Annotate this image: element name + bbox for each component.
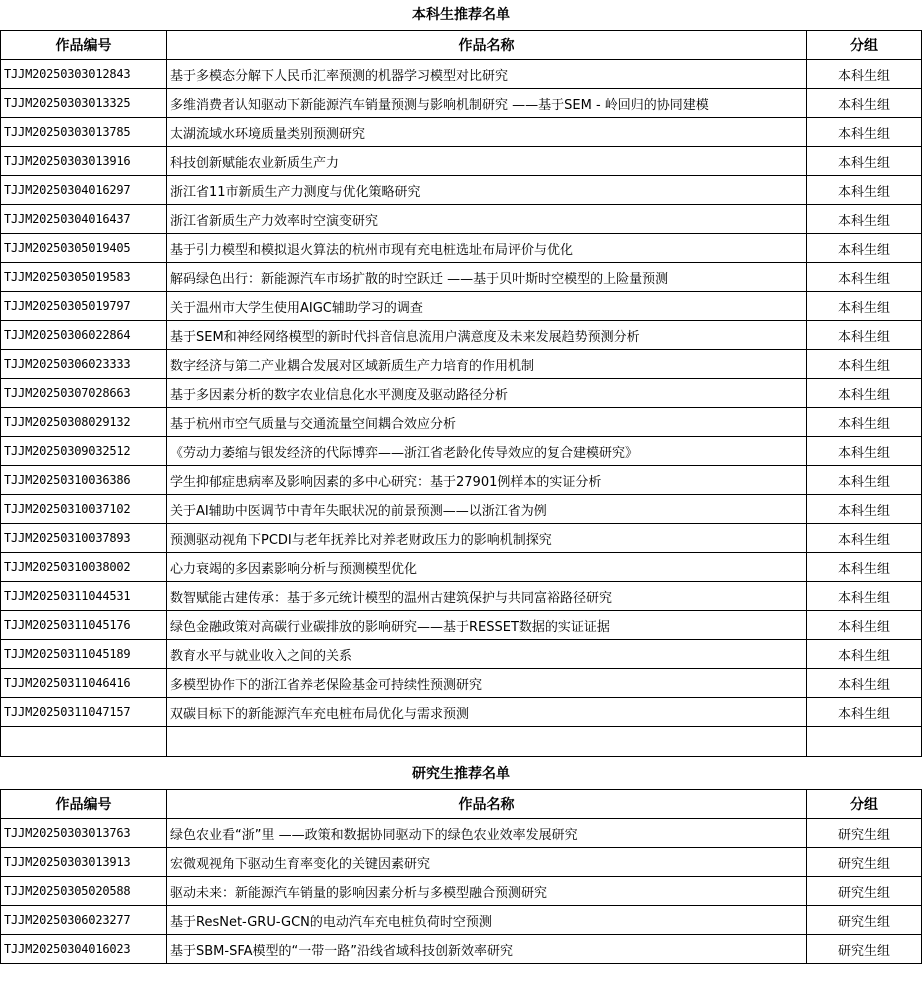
- entry-group-cell[interactable]: 本科生组: [807, 350, 922, 379]
- entry-group-cell[interactable]: 本科生组: [807, 582, 922, 611]
- entry-name-cell[interactable]: 科技创新赋能农业新质生产力: [167, 147, 807, 176]
- entry-id-cell[interactable]: TJJM20250310036386: [1, 466, 167, 495]
- entry-name-cell[interactable]: 浙江省11市新质生产力测度与优化策略研究: [167, 176, 807, 205]
- entry-name-cell[interactable]: 解码绿色出行：新能源汽车市场扩散的时空跃迁 ——基于贝叶斯时空模型的上险量预测: [167, 263, 807, 292]
- empty-row: [1, 727, 922, 757]
- entry-name-cell[interactable]: 基于SBM-SFA模型的“一带一路”沿线省域科技创新效率研究: [167, 935, 807, 964]
- table-row: [1, 205, 922, 234]
- undergrad-header-row: [1, 31, 922, 60]
- entry-group-cell[interactable]: 本科生组: [807, 263, 922, 292]
- entry-group-cell[interactable]: 研究生组: [807, 906, 922, 935]
- undergrad-table: [0, 30, 922, 757]
- header-id: 作品编号: [1, 790, 167, 819]
- entry-id-cell[interactable]: TJJM20250305019583: [1, 263, 167, 292]
- table-row: [1, 848, 922, 877]
- table-row: [1, 263, 922, 292]
- entry-group-cell[interactable]: 本科生组: [807, 147, 922, 176]
- entry-id-cell[interactable]: TJJM20250310037893: [1, 524, 167, 553]
- entry-id-cell[interactable]: TJJM20250305020588: [1, 877, 167, 906]
- entry-group-cell[interactable]: 本科生组: [807, 321, 922, 350]
- entry-id-cell[interactable]: TJJM20250305019405: [1, 234, 167, 263]
- entry-group-cell[interactable]: 本科生组: [807, 640, 922, 669]
- entry-name-cell[interactable]: 太湖流域水环境质量类别预测研究: [167, 118, 807, 147]
- entry-id-cell[interactable]: TJJM20250310037102: [1, 495, 167, 524]
- entry-group-cell[interactable]: 本科生组: [807, 176, 922, 205]
- entry-name-cell[interactable]: 宏微观视角下驱动生育率变化的关键因素研究: [167, 848, 807, 877]
- entry-name-cell[interactable]: 绿色农业看“浙”里 ——政策和数据协同驱动下的绿色农业效率发展研究: [167, 819, 807, 848]
- table-row: [1, 495, 922, 524]
- entry-id-cell[interactable]: TJJM20250308029132: [1, 408, 167, 437]
- graduate-rows: [1, 819, 922, 964]
- entry-id-cell[interactable]: TJJM20250304016023: [1, 935, 167, 964]
- entry-id-cell[interactable]: TJJM20250303013763: [1, 819, 167, 848]
- graduate-header-row: [1, 790, 922, 819]
- empty-cell[interactable]: [1, 727, 167, 757]
- entry-name-cell[interactable]: 多维消费者认知驱动下新能源汽车销量预测与影响机制研究 ——基于SEM - 岭回归的协同建模: [167, 89, 807, 118]
- entry-name-cell[interactable]: 关于温州市大学生使用AIGC辅助学习的调查: [167, 292, 807, 321]
- table-row: [1, 437, 922, 466]
- entry-name-cell[interactable]: 心力衰竭的多因素影响分析与预测模型优化: [167, 553, 807, 582]
- entry-id-cell[interactable]: TJJM20250304016297: [1, 176, 167, 205]
- entry-id-cell[interactable]: TJJM20250306023277: [1, 906, 167, 935]
- entry-name-cell[interactable]: 预测驱动视角下PCDI与老年抚养比对养老财政压力的影响机制探究: [167, 524, 807, 553]
- table-row: [1, 611, 922, 640]
- entry-id-cell[interactable]: TJJM20250310038002: [1, 553, 167, 582]
- entry-group-cell[interactable]: 本科生组: [807, 234, 922, 263]
- entry-group-cell[interactable]: 本科生组: [807, 437, 922, 466]
- entry-name-cell[interactable]: 基于多模态分解下人民币汇率预测的机器学习模型对比研究: [167, 60, 807, 89]
- table-row: [1, 877, 922, 906]
- table-row: [1, 292, 922, 321]
- entry-group-cell[interactable]: 本科生组: [807, 292, 922, 321]
- entry-name-cell[interactable]: 学生抑郁症患病率及影响因素的多中心研究：基于27901例样本的实证分析: [167, 466, 807, 495]
- entry-name-cell[interactable]: 基于SEM和神经网络模型的新时代抖音信息流用户满意度及未来发展趋势预测分析: [167, 321, 807, 350]
- graduate-table: [0, 789, 922, 964]
- entry-group-cell[interactable]: 本科生组: [807, 524, 922, 553]
- table-row: [1, 234, 922, 263]
- entry-name-cell[interactable]: 《劳动力萎缩与银发经济的代际博弈——浙江省老龄化传导效应的复合建模研究》: [167, 437, 807, 466]
- entry-group-cell[interactable]: 本科生组: [807, 495, 922, 524]
- table-row: [1, 350, 922, 379]
- graduate-title: 研究生推荐名单: [412, 766, 510, 782]
- table-row: [1, 698, 922, 727]
- table-row: [1, 118, 922, 147]
- entry-group-cell[interactable]: 本科生组: [807, 466, 922, 495]
- table-row: [1, 321, 922, 350]
- entry-group-cell[interactable]: 本科生组: [807, 379, 922, 408]
- table-row: [1, 582, 922, 611]
- entry-id-cell[interactable]: TJJM20250311045189: [1, 640, 167, 669]
- undergrad-title: 本科生推荐名单: [412, 7, 510, 23]
- entry-name-cell[interactable]: 浙江省新质生产力效率时空演变研究: [167, 205, 807, 234]
- table-row: [1, 935, 922, 964]
- entry-id-cell[interactable]: TJJM20250311046416: [1, 669, 167, 698]
- header-name: 作品名称: [167, 31, 807, 60]
- entry-group-cell[interactable]: 研究生组: [807, 877, 922, 906]
- entry-id-cell[interactable]: TJJM20250303013916: [1, 147, 167, 176]
- entry-group-cell[interactable]: 本科生组: [807, 611, 922, 640]
- entry-id-cell[interactable]: TJJM20250307028663: [1, 379, 167, 408]
- table-row: [1, 408, 922, 437]
- table-row: [1, 906, 922, 935]
- entry-name-cell[interactable]: 数字经济与第二产业耦合发展对区域新质生产力培育的作用机制: [167, 350, 807, 379]
- entry-group-cell[interactable]: 本科生组: [807, 669, 922, 698]
- table-row: [1, 89, 922, 118]
- entry-group-cell[interactable]: 研究生组: [807, 935, 922, 964]
- entry-name-cell[interactable]: 基于杭州市空气质量与交通流量空间耦合效应分析: [167, 408, 807, 437]
- entry-name-cell[interactable]: 绿色金融政策对高碳行业碳排放的影响研究——基于RESSET数据的实证证据: [167, 611, 807, 640]
- table-row: [1, 819, 922, 848]
- empty-cell[interactable]: [167, 727, 807, 757]
- entry-id-cell[interactable]: TJJM20250309032512: [1, 437, 167, 466]
- table-row: [1, 379, 922, 408]
- table-row: [1, 640, 922, 669]
- table-row: [1, 669, 922, 698]
- entry-id-cell[interactable]: TJJM20250303013325: [1, 89, 167, 118]
- table-row: [1, 176, 922, 205]
- entry-name-cell[interactable]: 驱动未来：新能源汽车销量的影响因素分析与多模型融合预测研究: [167, 877, 807, 906]
- entry-name-cell[interactable]: 关于AI辅助中医调节中青年失眠状况的前景预测——以浙江省为例: [167, 495, 807, 524]
- entry-group-cell[interactable]: 本科生组: [807, 408, 922, 437]
- header-group: 分组: [807, 790, 922, 819]
- entry-name-cell[interactable]: 多模型协作下的浙江省养老保险基金可持续性预测研究: [167, 669, 807, 698]
- header-name: 作品名称: [167, 790, 807, 819]
- entry-group-cell[interactable]: 本科生组: [807, 553, 922, 582]
- entry-name-cell[interactable]: 基于ResNet-GRU-GCN的电动汽车充电桩负荷时空预测: [167, 906, 807, 935]
- entry-group-cell[interactable]: 本科生组: [807, 60, 922, 89]
- entry-id-cell[interactable]: TJJM20250311044531: [1, 582, 167, 611]
- entry-name-cell[interactable]: 双碳目标下的新能源汽车充电桩布局优化与需求预测: [167, 698, 807, 727]
- entry-id-cell[interactable]: TJJM20250303012843: [1, 60, 167, 89]
- header-group: 分组: [807, 31, 922, 60]
- entry-group-cell[interactable]: 研究生组: [807, 819, 922, 848]
- table-row: [1, 147, 922, 176]
- entry-id-cell[interactable]: TJJM20250305019797: [1, 292, 167, 321]
- entry-name-cell[interactable]: 基于多因素分析的数字农业信息化水平测度及驱动路径分析: [167, 379, 807, 408]
- header-id: 作品编号: [1, 31, 167, 60]
- entry-id-cell[interactable]: TJJM20250306023333: [1, 350, 167, 379]
- table-row: [1, 553, 922, 582]
- undergrad-rows: [1, 60, 922, 757]
- entry-id-cell[interactable]: TJJM20250306022864: [1, 321, 167, 350]
- entry-group-cell[interactable]: 本科生组: [807, 118, 922, 147]
- entry-name-cell[interactable]: 基于引力模型和模拟退火算法的杭州市现有充电桩选址布局评价与优化: [167, 234, 807, 263]
- entry-id-cell[interactable]: TJJM20250303013913: [1, 848, 167, 877]
- table-row: [1, 466, 922, 495]
- entry-id-cell[interactable]: TJJM20250304016437: [1, 205, 167, 234]
- entry-id-cell[interactable]: TJJM20250311045176: [1, 611, 167, 640]
- entry-group-cell[interactable]: 研究生组: [807, 848, 922, 877]
- empty-cell[interactable]: [807, 727, 922, 757]
- entry-group-cell[interactable]: 本科生组: [807, 698, 922, 727]
- entry-name-cell[interactable]: 教育水平与就业收入之间的关系: [167, 640, 807, 669]
- entry-name-cell[interactable]: 数智赋能古建传承：基于多元统计模型的温州古建筑保护与共同富裕路径研究: [167, 582, 807, 611]
- entry-group-cell[interactable]: 本科生组: [807, 89, 922, 118]
- table-row: [1, 524, 922, 553]
- entry-id-cell[interactable]: TJJM20250311047157: [1, 698, 167, 727]
- entry-group-cell[interactable]: 本科生组: [807, 205, 922, 234]
- entry-id-cell[interactable]: TJJM20250303013785: [1, 118, 167, 147]
- table-row: [1, 60, 922, 89]
